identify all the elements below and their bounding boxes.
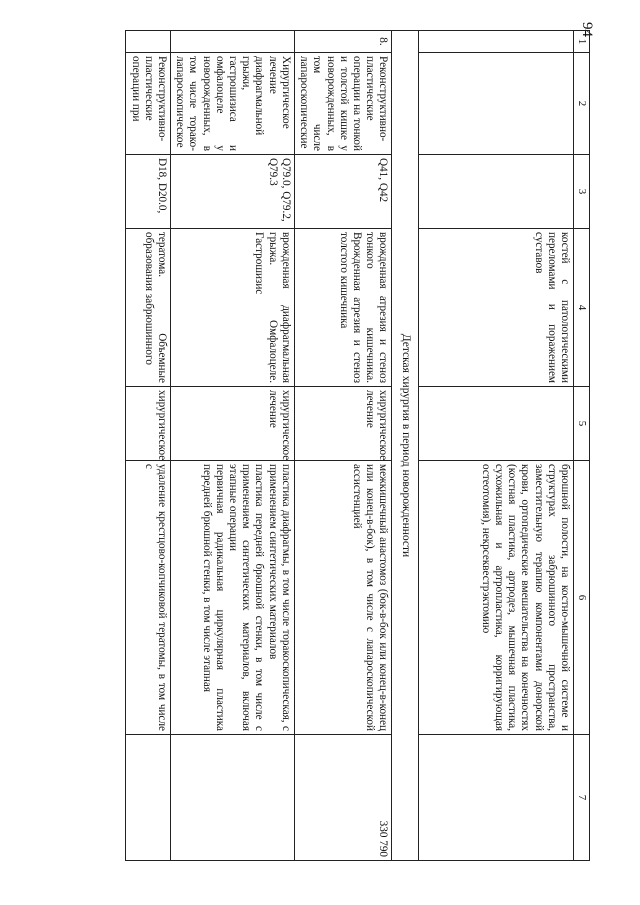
page-number: 94 (579, 22, 595, 37)
column-number-row (574, 31, 590, 861)
icd-codes-cell: D18, D20.0, (125, 155, 170, 229)
service-name-cell: Хирургическое лечение диафрагмальной грыжи, гастрошизиса и омфалоцеле у новорожденных, в том числе торако-лапароскопическое (170, 53, 294, 155)
condition-cell: врожденная атрезия и стеноз тонкого кишечника. Врожденная атрезия и стеноз толстого кишечника (294, 229, 392, 387)
section-title: Детская хирургия в период новорожденности (392, 31, 419, 861)
column-number: 3 (574, 155, 590, 229)
price-cell: 330 790 (294, 735, 392, 861)
service-name-cell: Реконструктивно-пластические операции на тонкой и толстой кишке у новорожденных, в том числе лапароскопические (294, 53, 392, 155)
column-number: 5 (574, 387, 590, 461)
condition-cell: врожденная диафрагмальная грыжа. Омфалоцеле. Гастрошизис (170, 229, 294, 387)
icd-codes-cell: Q79.0, Q79.2, Q79.3 (170, 155, 294, 229)
service-name-cell: Реконструктивно-пластические операции при (125, 53, 170, 155)
column-number: 2 (574, 53, 590, 155)
column-number: 4 (574, 229, 590, 387)
method-cell: межкишечный анастомоз (бок-в-бок или конец-в-конец или конец-в-бок), в том числе с лапароскопической ассистенцией (294, 461, 392, 735)
column-number: 1 (574, 31, 590, 53)
table-row-gastroschisis (170, 31, 294, 861)
treatment-type-cell: хирургическое лечение (170, 387, 294, 461)
section-heading-row (392, 31, 419, 861)
condition-cell: тератома. Объемные образования забрюшинного (125, 229, 170, 387)
treatment-type-cell: хирургическое (125, 387, 170, 461)
table-row-8 (294, 31, 392, 861)
table-row-continuation (419, 31, 574, 861)
row-number: 8. (294, 31, 392, 53)
treatment-type-cell: хирургическое лечение (294, 387, 392, 461)
column-number: 6 (574, 461, 590, 735)
services-table (125, 30, 590, 861)
condition-cell: костей с патологическими переломами и поражением суставов (419, 229, 574, 387)
rotated-table-page (125, 30, 590, 860)
method-cell: пластика диафрагмы, в том числе торакоскопическая, с применением синтетических материалов пластика передней брюшной стенки, в том числе с применением синтетических материалов, включая этапные операции первичная радикальная циркулярная пластика передней брюшной стенки, в том числе этапная (170, 461, 294, 735)
table-row-teratoma (125, 31, 170, 861)
method-cell: брюшной полости, на костно-мышечной системе и структурах забрюшинного пространства, заместительную терапию компонентами донорской крови, ортопедические вмешательства на конечностях (костная пластика, артродез, мышечная пластика, сухожильная и артропластика, корригирующая остеотомия), некрсеквестрэктомию (419, 461, 574, 735)
icd-codes-cell: Q41, Q42 (294, 155, 392, 229)
column-number: 7 (574, 735, 590, 861)
method-cell: удаление крестцово-копчиковой тератомы, в том числе с (125, 461, 170, 735)
